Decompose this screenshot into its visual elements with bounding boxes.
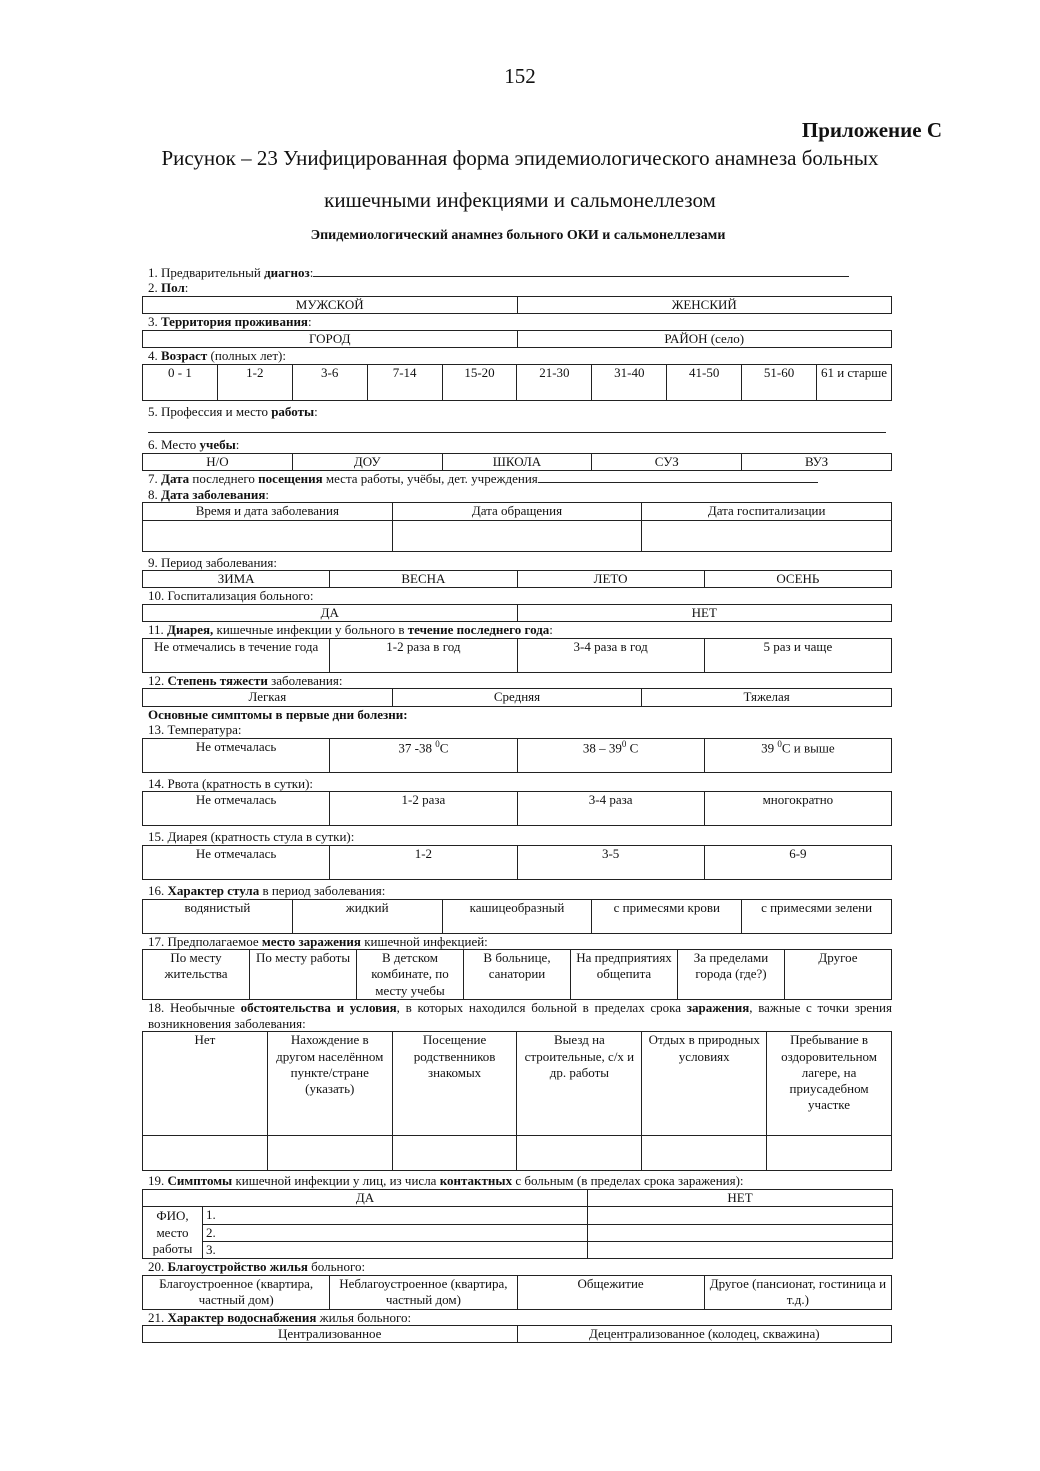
circumstance-header: Нахождение в другом населённом пункте/стране (указать) (267, 1032, 392, 1136)
infection-place-cell[interactable]: За пределами города (где?) (678, 950, 785, 1000)
severity-cell[interactable]: Тяжелая (642, 689, 892, 706)
infection-place-cell[interactable]: По месту жительства (143, 950, 250, 1000)
temperature-cell[interactable]: 39 $^0$С и выше (704, 738, 891, 772)
vomiting-cell[interactable]: Не отмечалась (143, 792, 330, 826)
figure-caption-line-1: Рисунок – 23 Унифицированная форма эпидемиологического анамнеза больных (161, 146, 879, 170)
housing-cell[interactable]: Другое (пансионат, гостиница и т.д.) (704, 1275, 891, 1309)
q12-severity: 12. Степень тяжести заболевания: (148, 672, 343, 688)
infection-place-cell[interactable]: По месту работы (250, 950, 357, 1000)
vomiting-cell[interactable]: 1-2 раза (330, 792, 517, 826)
q14-vomiting: 14. Рвота (кратность в сутки): (148, 775, 314, 791)
sex-male-cell[interactable]: МУЖСКОЙ (143, 296, 518, 313)
stool-frequency-table (142, 845, 892, 880)
q8-illness-date: 8. Дата заболевания: (148, 486, 270, 502)
season-cell[interactable]: ОСЕНЬ (704, 571, 891, 588)
age-cell[interactable]: 3-6 (292, 364, 367, 400)
q10-hospitalization: 10. Госпитализация больного: (148, 588, 314, 604)
circumstances-table (142, 1031, 892, 1171)
diarrhea-year-cell[interactable]: 3-4 раза в год (517, 638, 704, 672)
severity-cell[interactable]: Легкая (143, 689, 393, 706)
housing-table (142, 1275, 892, 1310)
temperature-cell[interactable]: 37 -38 $^0$С (330, 738, 517, 772)
stool-type-cell[interactable]: с примесями крови (592, 899, 742, 933)
severity-cell[interactable]: Средняя (392, 689, 642, 706)
age-cell[interactable]: 0 - 1 (143, 364, 218, 400)
q2-sex: 2. Пол: (148, 280, 189, 296)
age-cell[interactable]: 41-50 (667, 364, 742, 400)
q9-period: 9. Период заболевания: (148, 554, 277, 570)
hospitalization-table (142, 604, 892, 622)
circumstance-input-cell[interactable] (517, 1136, 642, 1171)
age-cell[interactable]: 61 и старше (817, 364, 892, 400)
water-table (142, 1325, 892, 1343)
sex-female-cell[interactable]: ЖЕНСКИЙ (517, 296, 892, 313)
date-input-cell[interactable] (392, 520, 642, 551)
date-input-cell[interactable] (642, 520, 892, 551)
sex-table (142, 296, 892, 314)
circumstance-input-cell[interactable] (143, 1136, 268, 1171)
study-cell[interactable]: ШКОЛА (442, 453, 592, 470)
temperature-cell[interactable]: $38 - 39^0$ С (517, 738, 704, 772)
stool-frequency-cell[interactable]: 3-5 (517, 846, 704, 880)
territory-city-cell[interactable]: ГОРОД (143, 330, 518, 347)
vomiting-cell[interactable]: 3-4 раза (517, 792, 704, 826)
vomiting-table (142, 791, 892, 826)
stool-type-cell[interactable]: водянистый (143, 899, 293, 933)
contacts-table (142, 1189, 893, 1259)
circumstance-input-cell[interactable] (267, 1136, 392, 1171)
season-cell[interactable]: ЛЕТО (517, 571, 704, 588)
q16-stool-type: 16. Характер стула в период заболевания: (148, 883, 386, 899)
q15-stool-frequency: 15. Диарея (кратность стула в сутки): (148, 829, 355, 845)
contacts-label: ФИО, место работы (143, 1207, 203, 1259)
stool-type-table (142, 899, 892, 934)
q20-housing: 20. Благоустройство жилья больного: (148, 1259, 366, 1275)
age-cell[interactable]: 21-30 (517, 364, 592, 400)
appendix-heading: Приложение С (801, 118, 942, 142)
contact-row[interactable]: 3. (203, 1241, 588, 1258)
hosp-yes-cell[interactable]: ДА (143, 604, 518, 621)
stool-type-cell[interactable]: кашицеобразный (442, 899, 592, 933)
form-scan (138, 226, 898, 1406)
stool-type-cell[interactable]: с примесями зелени (742, 899, 892, 933)
contact-no-cell[interactable] (588, 1224, 893, 1241)
infection-place-cell[interactable]: В больнице, санатории (464, 950, 571, 1000)
age-cell[interactable]: 51-60 (742, 364, 817, 400)
territory-table (142, 330, 892, 348)
age-cell[interactable]: 7-14 (367, 364, 442, 400)
temperature-cell[interactable]: Не отмечалась (143, 738, 330, 772)
study-cell[interactable]: ВУЗ (742, 453, 892, 470)
water-cell[interactable]: Централизованное (143, 1326, 518, 1343)
q11-diarrhea-year: 11. Диарея, кишечные инфекции у больного в течение последнего года: (148, 622, 553, 638)
hosp-no-cell[interactable]: НЕТ (517, 604, 892, 621)
page-number: 152 (504, 64, 536, 88)
contact-row[interactable]: 1. (203, 1207, 588, 1224)
contact-no-cell[interactable] (588, 1241, 893, 1258)
infection-place-table (142, 949, 892, 1000)
season-cell[interactable]: ЗИМА (143, 571, 330, 588)
q18-circumstances: 18. Необычные обстоятельства и условия, в которых находился больной в пределах срока заражения, важные с точки зрения возникновения заболевания: (148, 1000, 892, 1031)
diagnosis-line[interactable] (313, 265, 849, 277)
season-table (142, 570, 892, 588)
contact-row[interactable]: 2. (203, 1224, 588, 1241)
date-input-cell[interactable] (143, 520, 393, 551)
water-cell[interactable]: Децентрализованное (колодец, скважина) (517, 1326, 892, 1343)
study-cell[interactable]: ДОУ (292, 453, 442, 470)
circumstance-header: Посещение родственников знакомых (392, 1032, 517, 1136)
season-cell[interactable]: ВЕСНА (330, 571, 517, 588)
housing-cell[interactable]: Общежитие (517, 1275, 704, 1309)
circumstance-input-cell[interactable] (392, 1136, 517, 1171)
contacts-no-header: НЕТ (588, 1190, 893, 1207)
severity-table (142, 688, 892, 706)
stool-frequency-cell[interactable]: 1-2 (330, 846, 517, 880)
last-visit-line[interactable] (538, 471, 818, 483)
q7-last-visit: 7. Дата последнего посещения места работы, учёбы, дет. учреждения (148, 471, 898, 487)
q13-temperature: 13. Температура: (148, 722, 242, 738)
q19-contacts: 19. Симптомы кишечной инфекции у лиц, из числа контактных с больным (в пределах срока заражения): (148, 1173, 744, 1189)
symptoms-heading: Основные симптомы в первые дни болезни: (148, 706, 408, 722)
diarrhea-year-table (142, 638, 892, 673)
dates-table (142, 502, 892, 551)
profession-line[interactable] (148, 419, 886, 433)
figure-caption-line-2: кишечными инфекциями и сальмонеллезом (324, 188, 716, 212)
circumstance-header: Нет (143, 1032, 268, 1136)
q17-infection-place: 17. Предполагаемое место заражения кишечной инфекцией: (148, 933, 488, 949)
infection-place-cell[interactable]: На предприятиях общепита (571, 950, 678, 1000)
age-cell[interactable]: 15-20 (442, 364, 517, 400)
dates-header-illness: Время и дата заболевания (143, 503, 393, 520)
housing-cell[interactable]: Неблагоустроенное (квартира, частный дом) (330, 1275, 517, 1309)
q21-water-supply: 21. Характер водоснабжения жилья больного: (148, 1309, 412, 1325)
stool-frequency-cell[interactable]: Не отмечалась (143, 846, 330, 880)
vomiting-cell[interactable]: многократно (704, 792, 891, 826)
housing-cell[interactable]: Благоустроенное (квартира, частный дом) (143, 1275, 330, 1309)
circumstance-input-cell[interactable] (767, 1136, 892, 1171)
age-cell[interactable]: 31-40 (592, 364, 667, 400)
age-cell[interactable]: 1-2 (217, 364, 292, 400)
stool-frequency-cell[interactable]: 6-9 (704, 846, 891, 880)
form-title: Эпидемиологический анамнез больного ОКИ и сальмонеллезами (310, 228, 726, 243)
study-table (142, 453, 892, 471)
study-cell[interactable]: Н/О (143, 453, 293, 470)
diarrhea-year-cell[interactable]: 1-2 раза в год (330, 638, 517, 672)
temperature-table (142, 738, 892, 773)
study-cell[interactable]: СУЗ (592, 453, 742, 470)
contact-no-cell[interactable] (588, 1207, 893, 1224)
circumstance-header: Пребывание в оздоровительном лагере, на приусадебном участке (767, 1032, 892, 1136)
dates-header-appeal: Дата обращения (392, 503, 642, 520)
contacts-yes-header: ДА (143, 1190, 588, 1207)
diarrhea-year-cell[interactable]: Не отмечались в течение года (143, 638, 330, 672)
circumstance-header: Отдых в природных условиях (642, 1032, 767, 1136)
age-table (142, 364, 892, 401)
q3-territory: 3. Территория проживания: (148, 314, 312, 330)
dates-header-hospitalization: Дата госпитализации (642, 503, 892, 520)
territory-district-cell[interactable]: РАЙОН (село) (517, 330, 892, 347)
diarrhea-year-cell[interactable]: 5 раз и чаще (704, 638, 891, 672)
q4-age: 4. Возраст (полных лет): (148, 348, 286, 364)
circumstance-header: Выезд на строительные, с/х и др. работы (517, 1032, 642, 1136)
infection-place-cell[interactable]: В детском комбинате, по месту учебы (357, 950, 464, 1000)
circumstance-input-cell[interactable] (642, 1136, 767, 1171)
q5-profession: 5. Профессия и место работы: (148, 403, 318, 419)
infection-place-cell[interactable]: Другое (785, 950, 892, 1000)
stool-type-cell[interactable]: жидкий (292, 899, 442, 933)
q6-study: 6. Место учебы: (148, 437, 240, 453)
q1-diagnosis: 1. Предварительный диагноз: (148, 265, 898, 281)
